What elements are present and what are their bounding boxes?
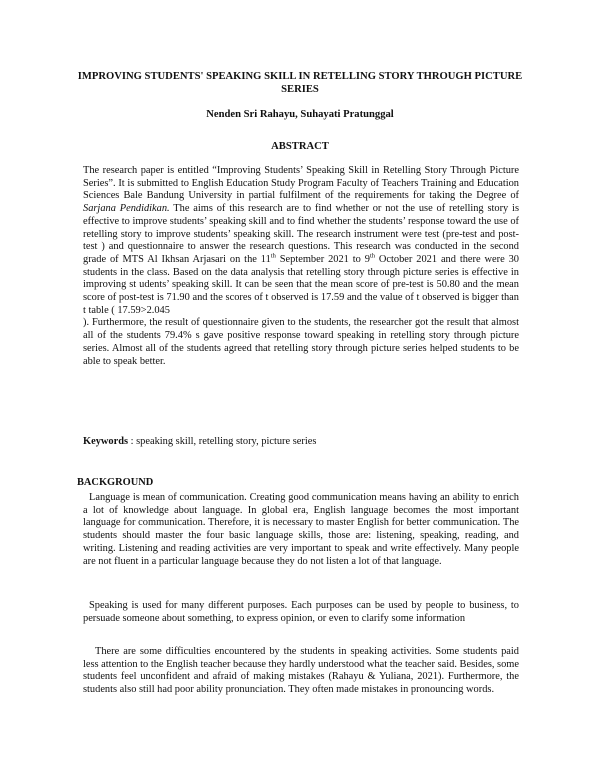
abstract-paragraph bbox=[83, 165, 519, 368]
abstract-text-3: September 2021 to 9 bbox=[275, 253, 370, 265]
degree-name: Sarjana Pendidikan. bbox=[83, 203, 170, 215]
background-paragraph: Speaking is used for many different purposes. Each purposes can be used by people to business, to persuade someone about something, to express opinion, or even to clarify some information bbox=[83, 600, 519, 624]
abstract-text-4: October 2021 and there were 30 students in the class. Based on the data analysis that retelling story through picture series is effective in improving st udents’ speaking skill. It can be seen that the mean score of pre-test is 50.80 and the mean score of post-test is 71.90 and the scores of t observed is 17.59 and the value of t observed is bigger than t table ( 17.59>2.045 bbox=[83, 253, 519, 316]
paper-title: IMPROVING STUDENTS' SPEAKING SKILL IN RETELLING STORY THROUGH PICTURE SERIES bbox=[77, 71, 523, 95]
ordinal-suffix: th bbox=[369, 252, 375, 260]
abstract-text-2: The aims of this research are to find whether or not the use of retelling story is effective to improve students’ speaking skill and to find whether the students’ response toward the use of retelling story to improve students’ speaking skill. The research instrument were test (pre-test and post-test ) and questionnaire to answer the research questions. This research was conducted in the second grade of MTS Al Ikhsan Arjasari on the 11 bbox=[83, 203, 519, 265]
ordinal-suffix: th bbox=[270, 252, 276, 260]
background-paragraph: Language is mean of communication. Creating good communication means having an ability to enrich a lot of knowledge about language. In global era, English language becomes the most important language for communication. Therefore, it is necessary to master English for better communication. The students should master the four basic language skills, those are: listening, speaking, reading, and writing. Listening and reading activities are very important to speak and write effectively. Many people are not fluent in a particular language because they do not listen a lot of that language. bbox=[83, 492, 519, 567]
abstract-text-5: ). Furthermore, the result of questionnaire given to the students, the researcher got the result that almost all of the students 79.4% s gave positive response toward speaking in retelling story through picture series. Almost all of the students agreed that retelling story through picture series helped students to be able to speak better. bbox=[83, 317, 519, 367]
keywords-text: : speaking skill, retelling story, picture series bbox=[128, 436, 317, 447]
author-line: Nenden Sri Rahayu, Suhayati Pratunggal bbox=[206, 109, 394, 120]
background-heading: BACKGROUND bbox=[77, 477, 154, 488]
keywords-label: Keywords bbox=[83, 436, 129, 447]
background-paragraph: There are some difficulties encountered by the students in speaking activities. Some students paid less attention to the English teacher because they hardly understood what the teacher said. Besides, some students feel unconfident and afraid of making mistakes (Rahayu & Yuliana, 2021). Furthermore, the students also still had poor ability pronunciation. They often made mistakes in pronouncing words. bbox=[83, 646, 519, 696]
abstract-text-1: The research paper is entitled “Improving Students’ Speaking Skill in Retelling Story Through Picture Series”. It is submitted to English Education Study Program Faculty of Teachers Training and Education Sciences Bale Bandung University in partial fulfilment of the requirements for taking the Degree of bbox=[83, 165, 519, 202]
keywords-line bbox=[83, 436, 519, 447]
abstract-heading: ABSTRACT bbox=[271, 141, 329, 152]
